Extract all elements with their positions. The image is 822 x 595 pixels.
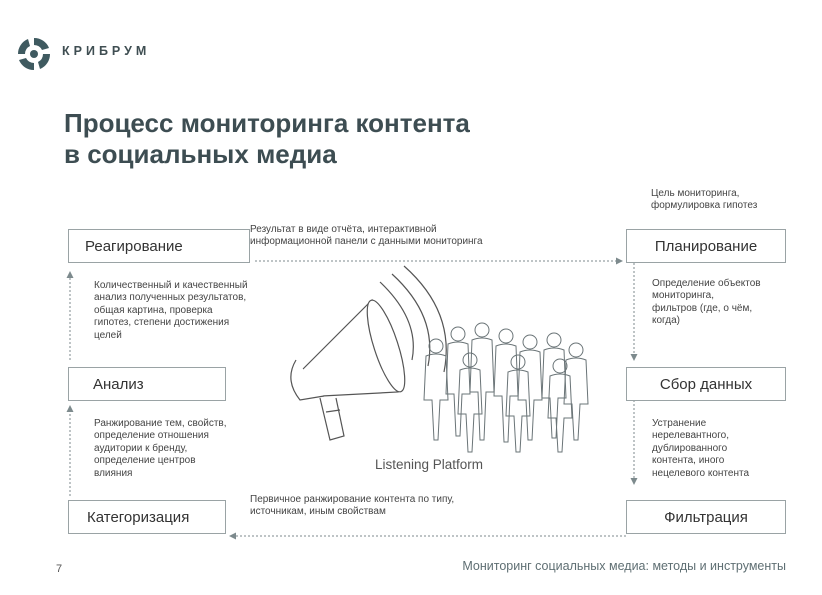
note-line: Первичное ранжирование контента по типу, [250, 494, 455, 505]
stage-reaction-label: Реагирование [85, 237, 183, 255]
note-line: Количественный и качественный [94, 280, 248, 291]
note-goal [651, 188, 757, 213]
stage-reaction [68, 229, 250, 263]
stage-filtering-label: Фильтрация [664, 508, 748, 526]
note-line: анализ полученных результатов, [94, 292, 247, 304]
note-line: источникам, иным свойствам [250, 506, 386, 518]
title-line-2: в социальных медиа [64, 139, 337, 169]
note-line: нерелевантного, [652, 430, 729, 442]
note-line: формулировка гипотез [651, 200, 758, 212]
note-primary-ranking [250, 494, 454, 519]
stage-categorization [68, 500, 226, 534]
stage-collection [626, 367, 786, 401]
note-line: нецелевого контента [652, 467, 750, 479]
page-number: 7 [56, 563, 63, 575]
note-line: мониторинга, [652, 290, 715, 302]
listening-platform-label: Listening Platform [375, 457, 484, 472]
note-line: общая картина, проверка [94, 304, 213, 316]
stage-collection-label: Сбор данных [659, 375, 753, 393]
note-line: контента, иного [652, 455, 725, 467]
note-line: целей [94, 329, 122, 341]
megaphone-crowd-illustration [291, 266, 588, 452]
note-objects [652, 278, 761, 328]
footer-title: Мониторинг социальных медиа: методы и инструменты [462, 559, 786, 573]
note-line: определение центров [94, 455, 196, 467]
note-line: влияния [94, 467, 133, 479]
stage-categorization-label: Категоризация [87, 508, 190, 526]
note-line: Цель мониторинга, [651, 188, 740, 199]
note-cleanup [652, 418, 749, 480]
stage-filtering [626, 500, 786, 534]
note-line: информационной панели с данными мониторинга [250, 236, 483, 248]
note-line: аудитории к бренду, [94, 442, 188, 454]
note-result [250, 224, 483, 249]
note-line: Ранжирование тем, свойств, [94, 418, 227, 429]
note-ranking [94, 418, 227, 480]
stage-analysis [68, 367, 226, 401]
note-line: определение отношения [94, 430, 209, 442]
note-line: фильтров (где, о чём, [652, 302, 753, 314]
note-analysis [94, 280, 248, 342]
note-line: Определение объектов [652, 278, 761, 289]
stage-planning [626, 229, 786, 263]
stage-analysis-label: Анализ [93, 375, 144, 393]
note-line: дублированного [652, 442, 728, 454]
title-line-1: Процесс мониторинга контента [64, 108, 470, 138]
note-line: Устранение [652, 418, 707, 429]
note-line: Результат в виде отчёта, интерактивной [250, 224, 437, 235]
note-line: гипотез, степени достижения [94, 317, 230, 329]
note-line: когда) [652, 315, 680, 327]
brand-name: КРИБРУМ [62, 44, 151, 58]
stage-planning-label: Планирование [654, 237, 758, 255]
